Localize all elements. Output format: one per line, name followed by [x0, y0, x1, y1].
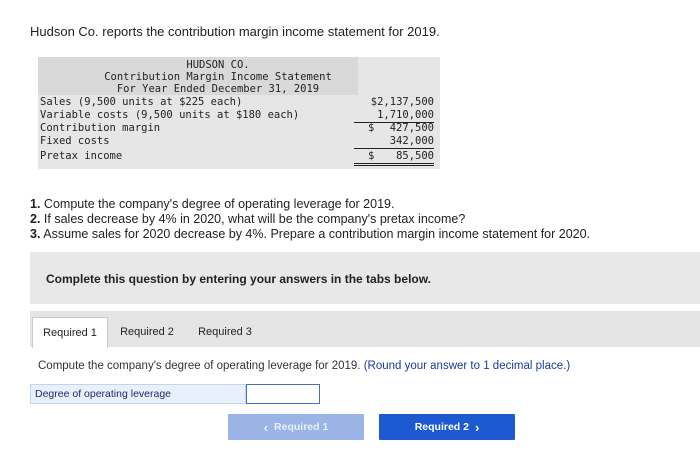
- statement-row-label: Pretax income: [40, 150, 123, 162]
- statement-row-amount: 85,500: [354, 150, 434, 166]
- question-item: 3. Assume sales for 2020 decrease by 4%. Prepare a contribution margin income statement for 2020.: [30, 227, 591, 241]
- tab-required-3[interactable]: Required 3: [198, 326, 252, 338]
- statement-row-label: Sales (9,500 units at $225 each): [40, 96, 243, 108]
- question-item: 1. Compute the company's degree of operating leverage for 2019.: [30, 197, 395, 211]
- statement-row-label: Variable costs (9,500 units at $180 each): [40, 109, 300, 121]
- statement-period: For Year Ended December 31, 2019: [116, 83, 320, 95]
- question-item: 2. If sales decrease by 4% in 2020, what will be the company's pretax income?: [30, 212, 466, 226]
- question-intro: Hudson Co. reports the contribution margin income statement for 2019.: [30, 24, 440, 39]
- answer-row: [30, 384, 320, 404]
- instruction-text: Compute the company's degree of operating leverage for 2019. (Round your answer to 1 decimal place.): [38, 360, 571, 372]
- previous-button[interactable]: ‹ Required 1: [228, 414, 364, 440]
- statement-row-amount: 427,500: [389, 122, 434, 134]
- statement-row-dollar: $: [368, 122, 375, 134]
- statement-row-amount: 342,000: [354, 135, 434, 149]
- rounding-hint: (Round your answer to 1 decimal place.): [363, 360, 571, 372]
- chevron-right-icon: ›: [474, 419, 480, 435]
- tab-bar: [30, 311, 700, 347]
- next-button[interactable]: Required 2 ›: [379, 414, 515, 440]
- tab-required-1[interactable]: Required 1: [32, 317, 108, 348]
- tab-required-2[interactable]: Required 2: [120, 326, 174, 338]
- answer-label: Degree of operating leverage: [30, 384, 246, 404]
- statement-title: Contribution Margin Income Statement: [104, 71, 332, 83]
- income-statement: [38, 57, 440, 169]
- statement-row-label: Fixed costs: [40, 135, 110, 147]
- instruction-panel: [30, 252, 700, 304]
- panel-text: Complete this question by entering your answers in the tabs below.: [46, 272, 431, 286]
- statement-company: HUDSON CO.: [186, 59, 250, 71]
- degree-of-operating-leverage-input[interactable]: [246, 384, 320, 404]
- statement-row-dollar: $: [368, 150, 375, 162]
- question-list: [30, 197, 590, 242]
- statement-row-amount: $2,137,500: [370, 96, 434, 108]
- chevron-left-icon: ‹: [263, 419, 269, 435]
- statement-row-label: Contribution margin: [40, 122, 161, 134]
- statement-row-amount: 1,710,000: [354, 109, 434, 123]
